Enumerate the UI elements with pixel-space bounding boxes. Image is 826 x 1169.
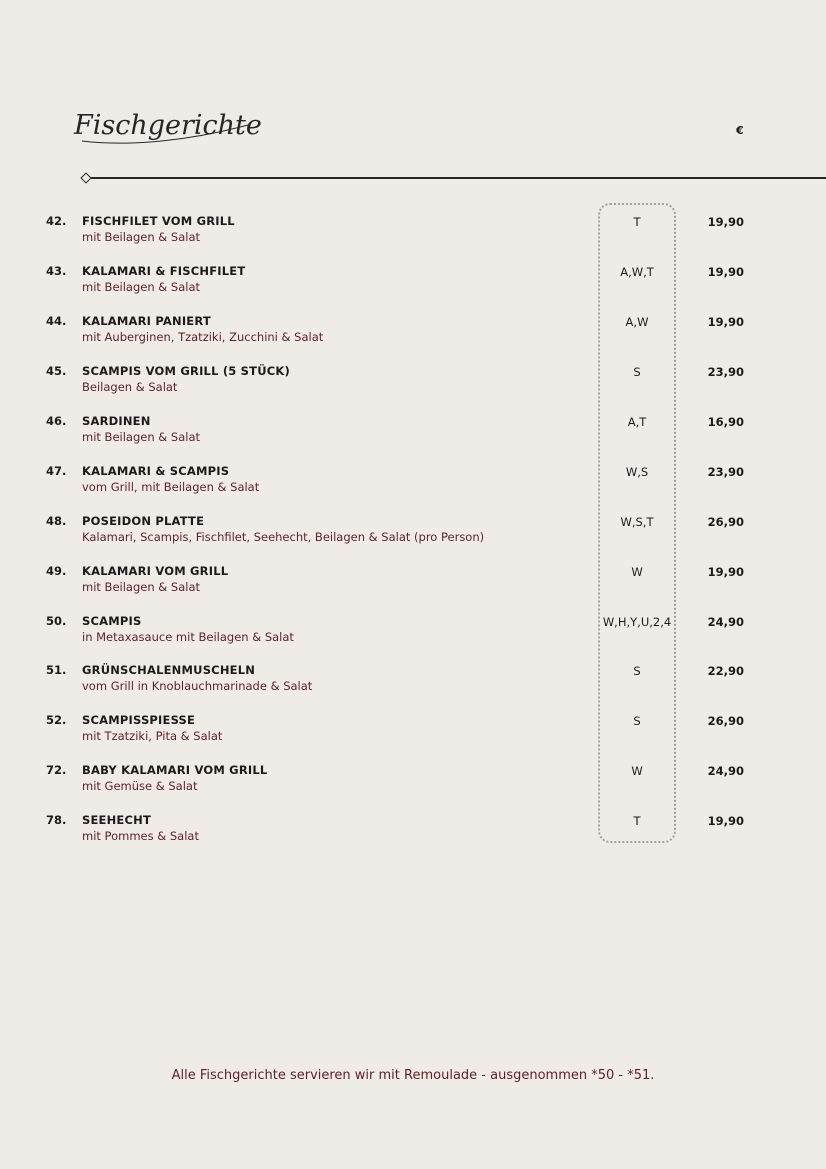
item-allergens: S (633, 664, 641, 678)
divider-diamond-ornament (80, 172, 91, 183)
item-name: SCAMPIS VOM GRILL (5 STÜCK) (82, 364, 290, 378)
item-name: POSEIDON PLATTE (82, 514, 205, 528)
item-allergens: A,W (625, 315, 649, 329)
item-number: 44. (46, 314, 67, 328)
item-name: KALAMARI PANIERT (82, 314, 211, 328)
menu-item (0, 364, 826, 408)
item-name: SEEHECHT (82, 813, 151, 827)
item-number: 46. (46, 414, 67, 428)
item-price: 19,90 (707, 215, 744, 229)
item-allergens: W,H,Y,U,2,4 (602, 615, 672, 629)
item-name: FISCHFILET VOM GRILL (82, 214, 235, 228)
item-number: 51. (46, 663, 67, 677)
item-number: 78. (46, 813, 67, 827)
item-description: Beilagen & Salat (82, 380, 178, 394)
item-number: 43. (46, 264, 67, 278)
item-price: 19,90 (707, 265, 744, 279)
item-description: mit Gemüse & Salat (82, 779, 198, 793)
item-description: vom Grill, mit Beilagen & Salat (82, 480, 260, 494)
item-description: vom Grill in Knoblauchmarinade & Salat (82, 679, 313, 693)
item-description: mit Beilagen & Salat (82, 430, 201, 444)
menu-item (0, 264, 826, 308)
item-price: 16,90 (707, 415, 744, 429)
item-description: mit Pommes & Salat (82, 829, 199, 843)
menu-item (0, 414, 826, 458)
item-allergens: T (633, 814, 641, 828)
item-allergens: A,T (627, 415, 647, 429)
item-allergens: W (631, 764, 643, 778)
item-allergens: W (631, 565, 643, 579)
menu-item (0, 514, 826, 558)
item-price: 24,90 (707, 764, 744, 778)
section-divider (88, 177, 826, 179)
menu-item (0, 663, 826, 707)
item-number: 45. (46, 364, 67, 378)
item-description: mit Beilagen & Salat (82, 580, 201, 594)
section-title (72, 100, 262, 156)
item-allergens: T (633, 215, 641, 229)
item-name: GRÜNSCHALENMUSCHELN (82, 663, 256, 677)
item-name: SCAMPISSPIESSE (82, 713, 196, 727)
item-number: 72. (46, 763, 67, 777)
item-number: 49. (46, 564, 67, 578)
item-price: 22,90 (707, 664, 744, 678)
item-description: mit Beilagen & Salat (82, 280, 201, 294)
item-name: KALAMARI & SCAMPIS (82, 464, 230, 478)
item-price: 24,90 (707, 615, 744, 629)
item-description: Kalamari, Scampis, Fischfilet, Seehecht, Beilagen & Salat (pro Person) (82, 530, 485, 544)
item-number: 47. (46, 464, 67, 478)
item-name: SCAMPIS (82, 614, 142, 628)
item-allergens: S (633, 714, 641, 728)
item-description: mit Auberginen, Tzatziki, Zucchini & Salat (82, 330, 324, 344)
menu-item (0, 763, 826, 807)
item-description: mit Beilagen & Salat (82, 230, 201, 244)
item-allergens: A,W,T (620, 265, 654, 279)
item-name: KALAMARI VOM GRILL (82, 564, 229, 578)
menu-item (0, 713, 826, 757)
item-price: 19,90 (707, 565, 744, 579)
item-number: 48. (46, 514, 67, 528)
menu-item (0, 314, 826, 358)
item-allergens: W,S,T (620, 515, 654, 529)
section-title-script (72, 100, 262, 156)
item-price: 26,90 (707, 714, 744, 728)
menu-item (0, 614, 826, 658)
item-price: 23,90 (707, 365, 744, 379)
item-description: mit Tzatziki, Pita & Salat (82, 729, 223, 743)
item-allergens: W,S (625, 465, 649, 479)
menu-item (0, 214, 826, 258)
item-price: 23,90 (707, 465, 744, 479)
item-allergens: S (633, 365, 641, 379)
item-price: 19,90 (707, 814, 744, 828)
item-number: 42. (46, 214, 67, 228)
menu-item (0, 464, 826, 508)
menu-item (0, 813, 826, 857)
item-number: 52. (46, 713, 67, 727)
item-name: KALAMARI & FISCHFILET (82, 264, 246, 278)
currency-label: € (736, 124, 744, 137)
item-name: BABY KALAMARI VOM GRILL (82, 763, 268, 777)
item-number: 50. (46, 614, 67, 628)
section-title-text: Fischgerichte (74, 110, 262, 141)
item-description: in Metaxasauce mit Beilagen & Salat (82, 630, 294, 644)
menu-item (0, 564, 826, 608)
item-price: 26,90 (707, 515, 744, 529)
item-name: SARDINEN (82, 414, 151, 428)
item-price: 19,90 (707, 315, 744, 329)
footer-note: Alle Fischgerichte servieren wir mit Remoulade - ausgenommen *50 - *51. (171, 1068, 655, 1083)
